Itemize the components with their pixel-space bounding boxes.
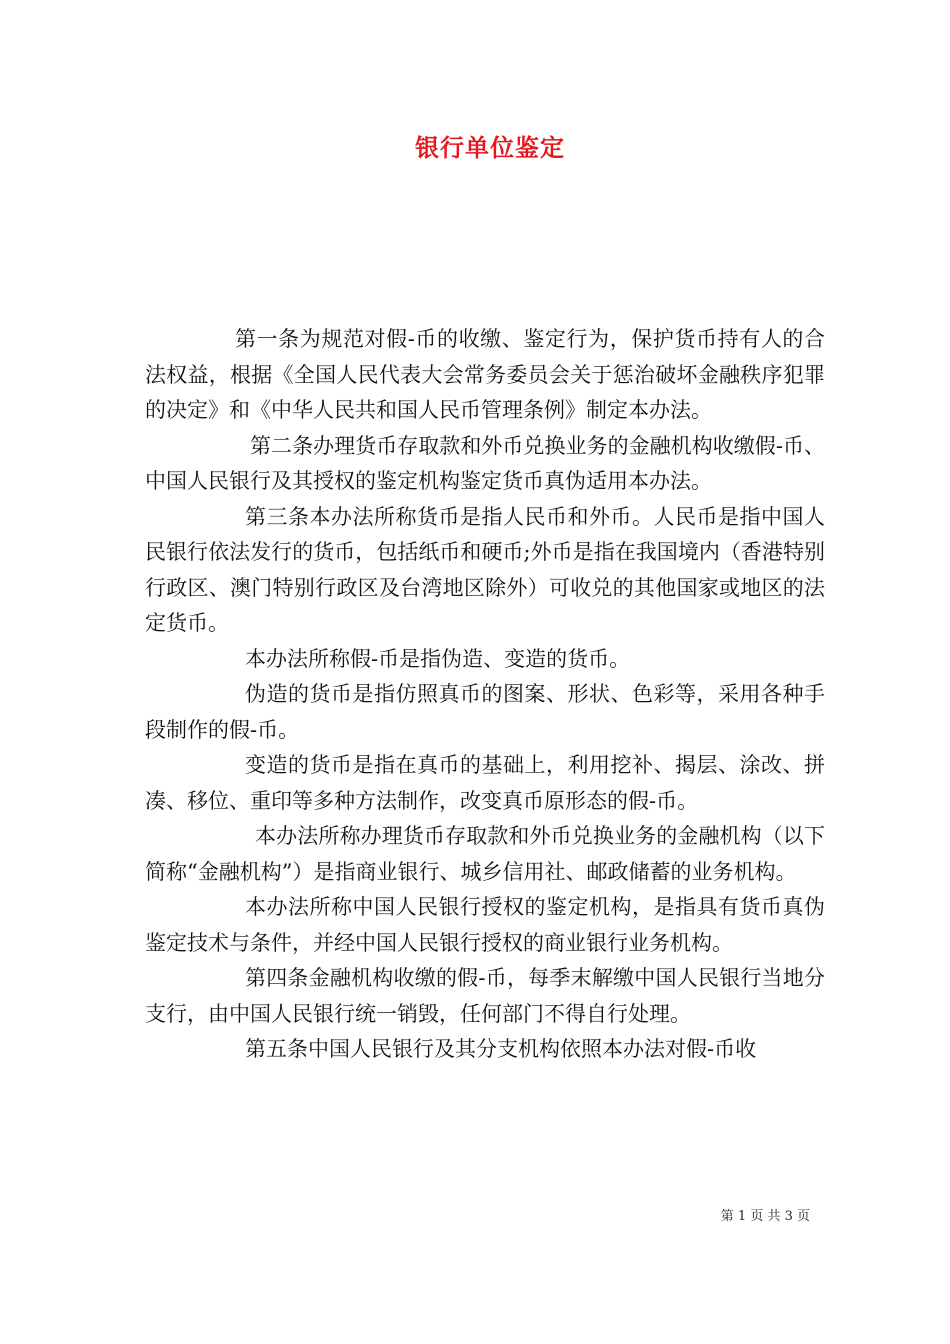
paragraph-forged-currency: 伪造的货币是指仿照真币的图案、形状、色彩等，采用各种手段制作的假-币。 <box>145 682 825 742</box>
page-title: 银行单位鉴定 <box>415 133 565 162</box>
paragraph-altered-currency: 变造的货币是指在真币的基础上，利用挖补、揭层、涂改、拼凑、移位、重印等多种方法制作，改变真币原形态的假-币。 <box>145 753 825 813</box>
paragraph-article-3: 第三条本办法所称货币是指人民币和外币。人民币是指中国人民银行依法发行的货币，包括纸币和硬币;外币是指在我国境内（香港特别行政区、澳门特别行政区及台湾地区除外）可收兑的其他国家或地区的法定货币。 <box>145 504 825 635</box>
paragraph-counterfeit-definition: 本办法所称假-币是指伪造、变造的货币。 <box>245 646 631 671</box>
paragraph-financial-institutions: 本办法所称办理货币存取款和外币兑换业务的金融机构（以下简称“金融机构”）是指商业银行、城乡信用社、邮政储蓄的业务机构。 <box>145 824 825 884</box>
paragraph-article-5: 第五条中国人民银行及其分支机构依照本办法对假-币收 <box>245 1037 757 1061</box>
paragraph-authorized-appraisal: 本办法所称中国人民银行授权的鉴定机构，是指具有货币真伪鉴定技术与条件，并经中国人民银行授权的商业银行业务机构。 <box>145 895 825 955</box>
page-number: 第 1 页 共 3 页 <box>720 1209 810 1224</box>
paragraph-article-2: 第二条办理货币存取款和外币兑换业务的金融机构收缴假-币、中国人民银行及其授权的鉴定机构鉴定货币真伪适用本办法。 <box>145 433 825 493</box>
paragraph-article-4: 第四条金融机构收缴的假-币，每季末解缴中国人民银行当地分支行，由中国人民银行统一销毁，任何部门不得自行处理。 <box>145 966 825 1026</box>
paragraph-article-1: 第一条为规范对假-币的收缴、鉴定行为，保护货币持有人的合法权益，根据《全国人民代表大会常务委员会关于惩治破坏金融秩序犯罪的决定》和《中华人民共和国人民币管理条例》制定本办法。 <box>145 327 825 422</box>
document-body <box>145 322 825 1068</box>
